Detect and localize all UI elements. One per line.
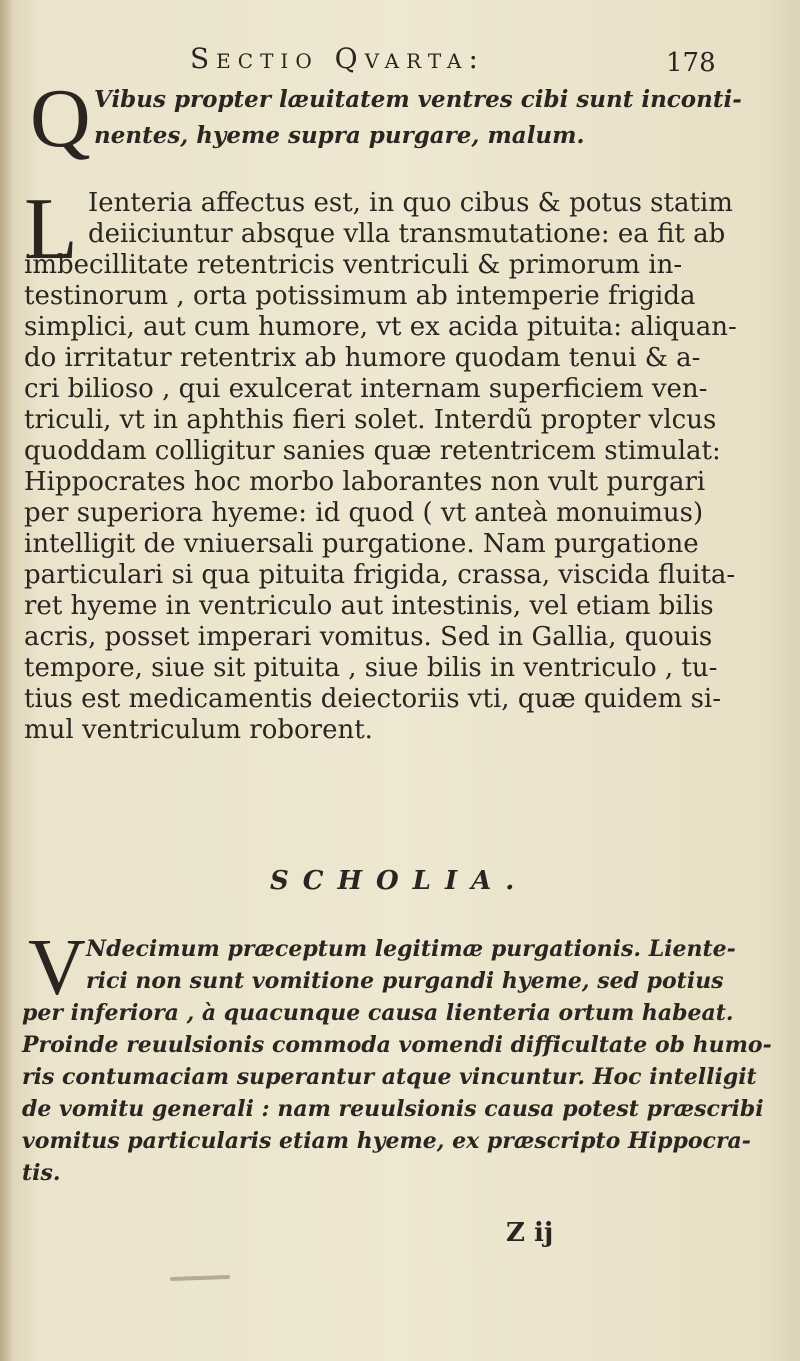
text-line: Hippocrates hoc morbo laborantes non vult purgari <box>24 467 706 497</box>
text-line: tempore, siue sit pituita , siue bilis in ventriculo , tu- <box>24 653 718 683</box>
text-line: triculi, vt in aphthis fieri solet. Interdũ propter vlcus <box>24 405 717 435</box>
text-line: quoddam colligitur sanies quæ retentricem stimulat: <box>24 436 721 466</box>
text-line: intelligit de vniuersali purgatione. Nam purgatione <box>24 529 699 559</box>
commentary-initial: L <box>24 181 78 278</box>
scholia-line: rici non sunt vomitione purgandi hyeme, sed potius <box>86 968 724 994</box>
text-line: per superiora hyeme: id quod ( vt anteà monuimus) <box>24 498 704 528</box>
text-line: ret hyeme in ventriculo aut intestinis, vel etiam bilis <box>24 591 714 621</box>
page-number: 178 <box>666 48 716 78</box>
rubric-initial: Q <box>30 72 91 165</box>
rubric-line: nentes, hyeme supra purgare, malum. <box>94 122 585 149</box>
scholia-line: per inferiora , à quacunque causa lienteria ortum habeat. <box>22 1000 734 1026</box>
page-header <box>190 42 750 82</box>
scholia-heading: SCHOLIA. <box>270 866 529 896</box>
scholia-line: tis. <box>22 1160 61 1186</box>
ink-smudge <box>170 1275 230 1281</box>
rubric-line: Vibus propter læuitatem ventres cibi sunt inconti- <box>94 86 742 113</box>
text-line: acris, posset imperari vomitus. Sed in Gallia, quouis <box>24 622 713 652</box>
text-line: deiiciuntur absque vlla transmutatione: ea fit ab <box>88 219 726 249</box>
scholia-line: Proinde reuulsionis commoda vomendi difficultate ob humo- <box>22 1032 772 1058</box>
scholia-line: ris contumaciam superantur atque vincuntur. Hoc intelligit <box>22 1064 757 1090</box>
text-line: simplici, aut cum humore, vt ex acida pituita: aliquan- <box>24 312 737 342</box>
page-gutter <box>0 0 12 1361</box>
text-line: imbecillitate retentricis ventriculi & primorum in- <box>24 250 683 280</box>
scholia-line: de vomitu generali : nam reuulsionis causa potest præscribi <box>22 1096 764 1122</box>
text-line: particulari si qua pituita frigida, crassa, viscida fluita- <box>24 560 736 590</box>
text-line: do irritatur retentrix ab humore quodam tenui & a- <box>24 343 701 373</box>
text-line: tius est medicamentis deiectoriis vti, quæ quidem si- <box>24 684 722 714</box>
scholia-initial: V <box>28 924 86 1012</box>
aphorism-rubric <box>30 72 742 165</box>
text-line: mul ventriculum roborent. <box>24 715 373 745</box>
running-head: Sectio Qvarta: <box>190 42 485 75</box>
scholia-line: vomitus particularis etiam hyeme, ex præscripto Hippocra- <box>22 1128 751 1154</box>
text-line: Ienteria affectus est, in quo cibus & potus statim <box>88 188 733 218</box>
signature-mark: Z ij <box>506 1218 554 1248</box>
text-line: testinorum , orta potissimum ab intemperie frigida <box>24 281 696 311</box>
scholia-line: Ndecimum præceptum legitimæ purgationis. Liente- <box>86 936 736 962</box>
text-line: cri bilioso , qui exulcerat internam superficiem ven- <box>24 374 708 404</box>
